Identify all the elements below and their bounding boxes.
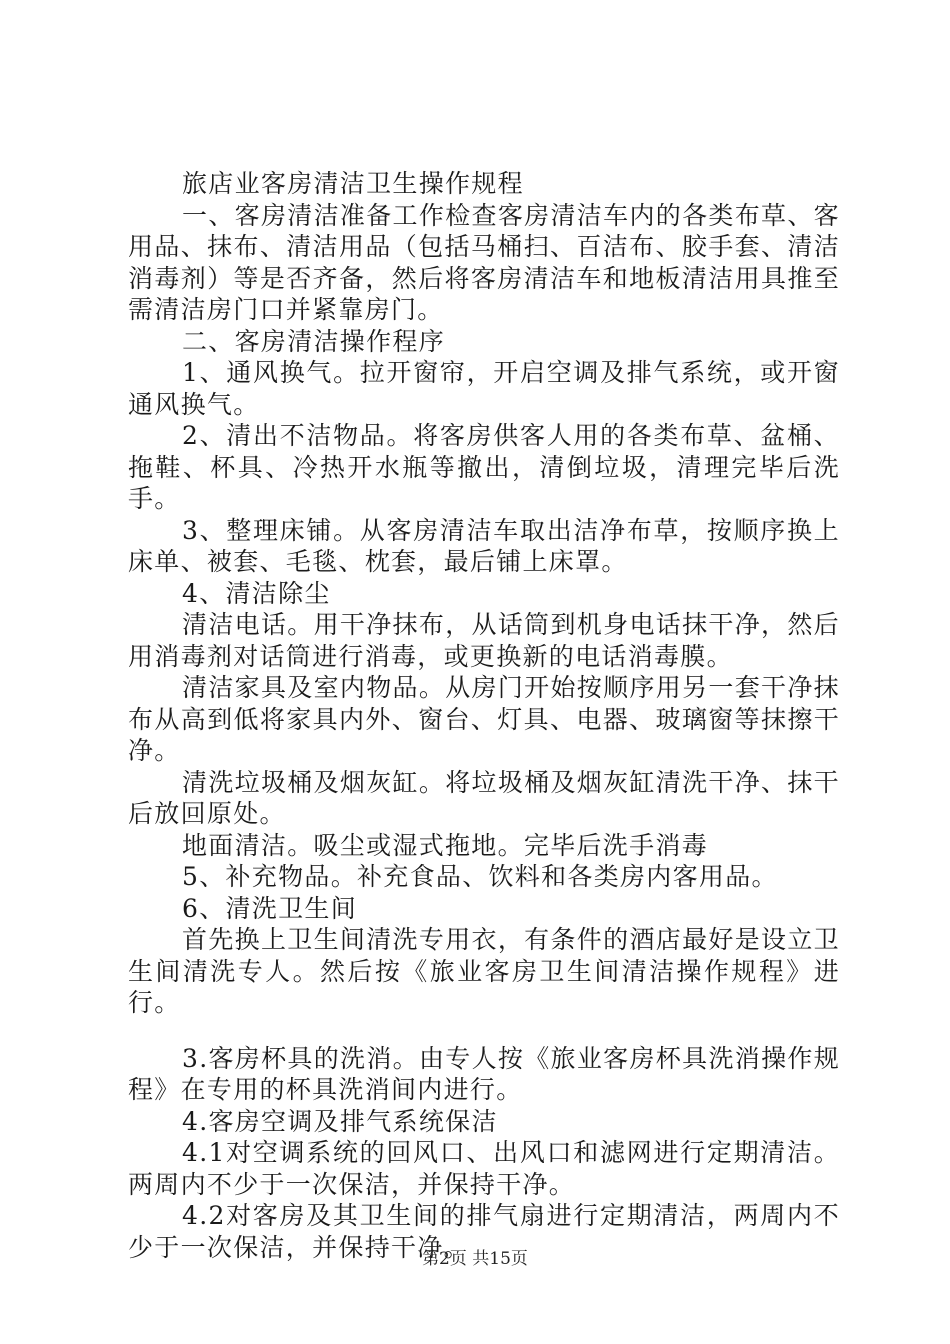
paragraph-floor: 地面清洁。吸尘或湿式拖地。完毕后洗手消毒 bbox=[182, 830, 709, 860]
paragraph-cups: 3.客房杯具的洗消。由专人按《旅业客房杯具洗消操作规程》在专用的杯具洗消间内进行。 bbox=[128, 1043, 840, 1104]
paragraph-step-1: 1、通风换气。拉开窗帘，开启空调及排气系统，或开窗通风换气。 bbox=[128, 358, 840, 419]
paragraph-clean-furniture: 清洁家具及室内物品。从房门开始按顺序用另一套干净抹布从高到低将家具内外、窗台、灯具、电器、玻璃窗等抹擦干净。 bbox=[128, 673, 840, 765]
paragraph-preparation: 一、客房清洁准备工作检查客房清洁车内的各类布草、客用品、抹布、清洁用品（包括马桶扫、百洁布、胶手套、清洁消毒剂）等是否齐备，然后将客房清洁车和地板清洁用具推至需清洁房门口并紧靠房门。 bbox=[128, 200, 840, 324]
document-title: 旅店业客房清洁卫生操作规程 bbox=[182, 169, 524, 198]
page-number-footer: 第2页 共15页 bbox=[422, 1249, 528, 1269]
paragraph-bathroom: 首先换上卫生间清洗专用衣，有条件的酒店最好是设立卫生间清洗专人。然后按《旅业客房卫生间清洁操作规程》进行。 bbox=[128, 925, 840, 1017]
paragraph-step-2: 2、清出不洁物品。将客房供客人用的各类布草、盆桶、拖鞋、杯具、冷热开水瓶等撤出，清倒垃圾，清理完毕后洗手。 bbox=[128, 421, 840, 513]
section-heading-procedure: 二、客房清洁操作程序 bbox=[182, 326, 446, 356]
paragraph-step-4: 4、清洁除尘 bbox=[182, 578, 331, 608]
paragraph-ac-4-2: 4.2对客房及其卫生间的排气扇进行定期清洁，两周内不少于一次保洁，并保持干净。 bbox=[128, 1201, 840, 1262]
paragraph-step-3: 3、整理床铺。从客房清洁车取出洁净布草，按顺序换上床单、被套、毛毯、枕套，最后铺上床罩。 bbox=[128, 515, 840, 576]
paragraph-clean-phone: 清洁电话。用干净抹布，从话筒到机身电话抹干净，然后用消毒剂对话筒进行消毒，或更换新的电话消毒膜。 bbox=[128, 610, 840, 671]
paragraph-gap bbox=[128, 1019, 840, 1043]
paragraph-step-5: 5、补充物品。补充食品、饮料和各类房内客用品。 bbox=[182, 862, 778, 891]
paragraph-clean-bins: 清洗垃圾桶及烟灰缸。将垃圾桶及烟灰缸清洗干净、抹干后放回原处。 bbox=[128, 767, 840, 828]
document-body bbox=[128, 168, 840, 1263]
paragraph-step-6: 6、清洗卫生间 bbox=[182, 893, 358, 923]
paragraph-ac-4-1: 4.1对空调系统的回风口、出风口和滤网进行定期清洁。两周内不少于一次保洁，并保持干净。 bbox=[128, 1138, 840, 1199]
paragraph-ac-heading: 4.客房空调及排气系统保洁 bbox=[182, 1106, 498, 1136]
